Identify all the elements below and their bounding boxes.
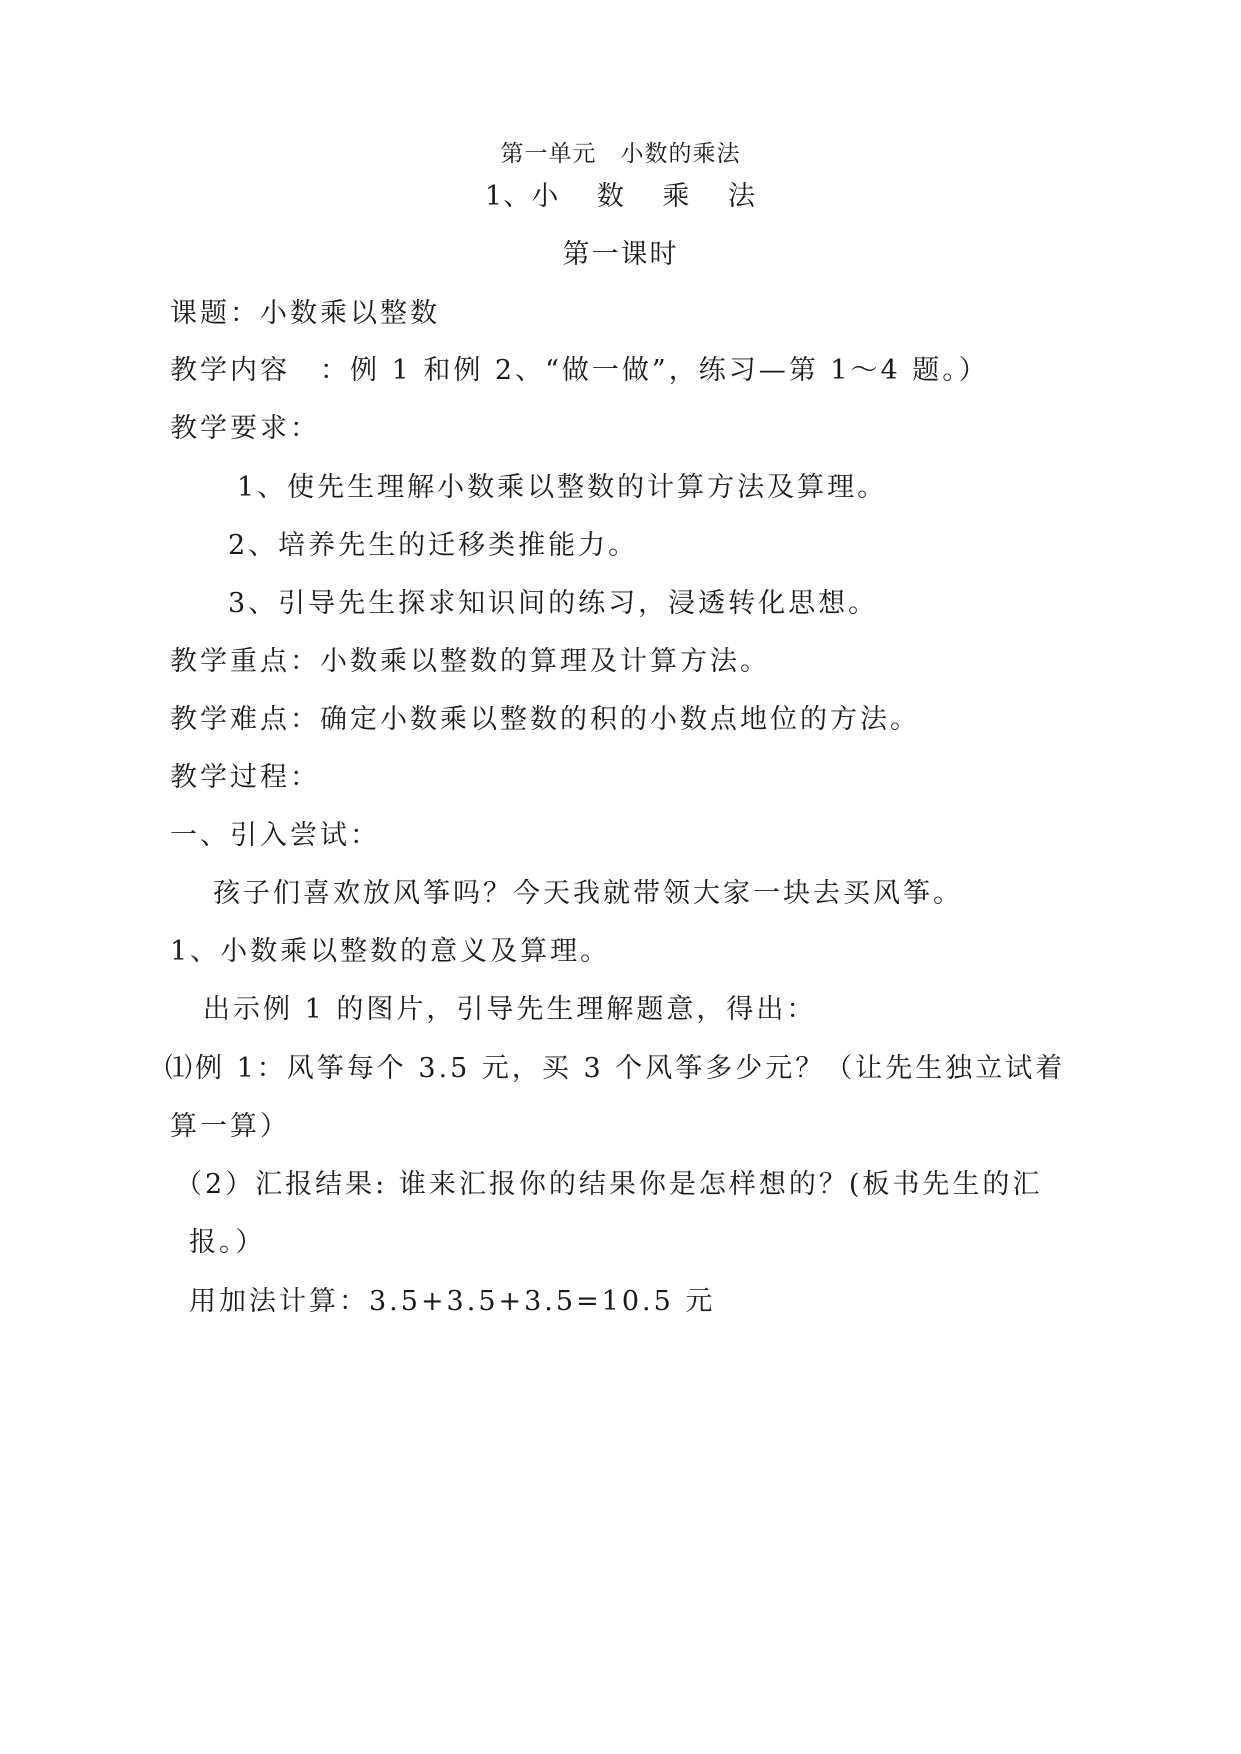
- example-line-2: 算一算）: [170, 1111, 290, 1142]
- section-one-heading: 一、引入尝试：: [170, 820, 380, 851]
- addition-line: 用加法计算：3.5+3.5+3.5=10.5 元: [189, 1286, 716, 1317]
- report-line-1: （2）汇报结果: 谁来汇报你的结果你是怎样想的？(板书先生的汇: [175, 1169, 1043, 1200]
- content-line: 教学内容 ：例 1 和例 2、“做一做”，练习—第 1～4 题。）: [170, 355, 989, 386]
- show-example-line: 出示例 1 的图片，引导先生理解题意，得出：: [203, 994, 817, 1025]
- requirements-heading: 教学要求：: [170, 413, 320, 444]
- lesson-title: 1、小 数 乘 法: [485, 181, 756, 212]
- difficult-point-line: 教学难点：确定小数乘以整数的积的小数点地位的方法。: [170, 704, 920, 735]
- report-line-2: 报。）: [189, 1227, 266, 1258]
- requirement-item-1: 1、使先生理解小数乘以整数的计算方法及算理。: [237, 472, 888, 503]
- period-title: 第一课时: [562, 239, 679, 270]
- key-point-line: 教学重点：小数乘以整数的算理及计算方法。: [170, 646, 770, 677]
- process-heading: 教学过程：: [170, 762, 320, 793]
- intro-paragraph: 孩子们喜欢放风筝吗？今天我就带领大家一块去买风筝。: [213, 878, 963, 909]
- meaning-heading: 1、小数乘以整数的意义及算理。: [170, 936, 611, 967]
- requirement-item-2: 2、培养先生的迁移类推能力。: [228, 530, 639, 561]
- unit-title: 第一单元 小数的乘法: [500, 141, 741, 167]
- requirement-item-3: 3、引导先生探求知识间的练习，浸透转化思想。: [228, 588, 879, 619]
- topic-line: 课题：小数乘以整数: [170, 298, 440, 329]
- example-line-1: ⑴例 1：风筝每个 3.5 元，买 3 个风筝多少元？（让先生独立试着: [165, 1053, 1066, 1084]
